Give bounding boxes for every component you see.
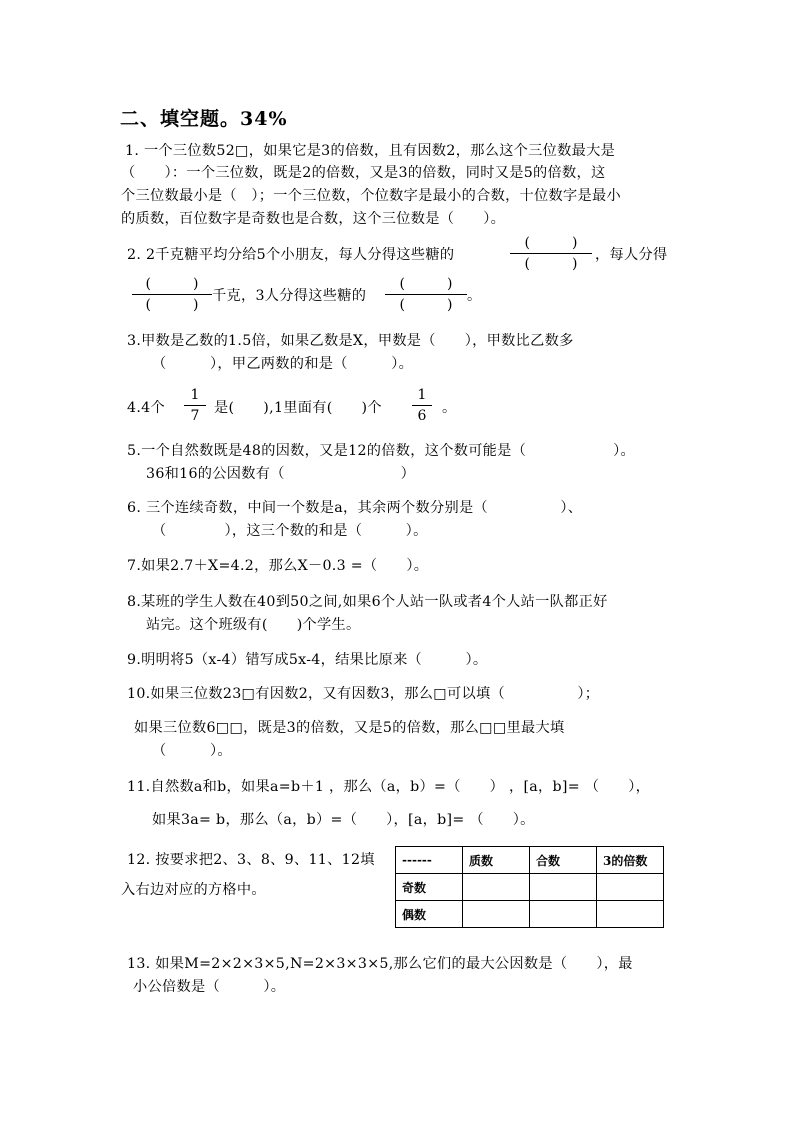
q11-line-1: 11.自然数a和b，如果a=b＋1 ，那么（a，b）=（ ） ，[a，b]= （ ）， (127, 779, 651, 795)
q2-text-1: 2. 2千克糖平均分给5个小朋友，每人分得这些糖的 (127, 247, 455, 263)
table-header-multiple-of-3: 3的倍数 (597, 847, 664, 874)
q10-line-2: 如果三位数6□□，既是3的倍数，又是5的倍数，那么□□里最大填 (134, 720, 565, 736)
q2-fraction-3 (385, 275, 467, 314)
table-header-composite: 合数 (530, 847, 597, 874)
fraction-bar (184, 405, 206, 406)
q10-line-3: （ ）。 (152, 743, 232, 759)
table-cell[interactable] (530, 901, 597, 928)
q3-line-2: （ ），甲乙两数的和是（ ）。 (152, 356, 414, 372)
q2-text-3: 千克，3人分得这些糖的 (212, 288, 367, 304)
fraction-numerator: 1 (417, 387, 427, 403)
table-row-odd (396, 874, 664, 901)
fraction-denominator-blank: ( ) (399, 297, 453, 313)
section-title: 二、填空题。34% (120, 108, 288, 130)
q13-line-1: 13. 如果M=2×2×3×5,N=2×3×3×5,那么它们的最大公因数是（ ），最 (127, 956, 633, 972)
q5-line-2: 36和16的公因数有（ ） (146, 466, 416, 482)
table-header-row (396, 847, 664, 874)
q11-line-2: 如果3a= b，那么（a，b）=（ ），[a，b]= （ ）。 (152, 812, 535, 828)
q2-fraction-2 (132, 275, 212, 314)
classification-table (395, 846, 664, 928)
table-header-prime: 质数 (463, 847, 530, 874)
q4-text-3: 。 (442, 400, 457, 416)
q1-line-4: 的质数，百位数字是奇数也是合数，这个三位数是（ ）。 (121, 211, 506, 227)
fraction-denominator-blank: ( ) (524, 256, 578, 272)
fraction-bar (132, 294, 212, 295)
table-cell[interactable] (597, 901, 664, 928)
q8-line-2: 站完。这个班级有( )个学生。 (146, 617, 361, 633)
q12-line-2: 入右边对应的方格中。 (121, 882, 266, 898)
fraction-numerator-blank: ( ) (524, 235, 578, 251)
fraction-numerator: 1 (190, 387, 200, 403)
q7-line: 7.如果2.7＋X=4.2，那么X－0.3 =（ ）。 (127, 558, 429, 574)
fraction-numerator-blank: ( ) (399, 276, 453, 292)
q13-line-2: 小公倍数是（ ）。 (133, 979, 286, 995)
table-cell[interactable] (530, 874, 597, 901)
q6-line-1: 6. 三个连续奇数，中间一个数是a，其余两个数分别是（ ）、 (127, 500, 583, 516)
q12-line-1: 12. 按要求把2、3、8、9、11、12填 (127, 852, 375, 868)
fraction-denominator-blank: ( ) (145, 297, 199, 313)
q4-fraction-1-6 (412, 386, 432, 425)
q4-fraction-1-7 (184, 386, 206, 425)
table-row-label-odd: 奇数 (396, 874, 463, 901)
fraction-bar (412, 405, 432, 406)
table-cell[interactable] (463, 874, 530, 901)
table-row-label-even: 偶数 (396, 901, 463, 928)
q10-line-1: 10.如果三位数23□有因数2，又有因数3，那么□可以填（ ）； (127, 686, 600, 702)
fraction-denominator: 7 (190, 408, 200, 424)
table-header-corner: ------ (396, 847, 463, 874)
table-row-even (396, 901, 664, 928)
q4-text-1: 4.4个 (127, 400, 165, 416)
table-cell[interactable] (597, 874, 664, 901)
q2-text-4: 。 (467, 288, 482, 304)
fraction-numerator-blank: ( ) (145, 276, 199, 292)
fraction-bar (385, 294, 467, 295)
q9-line: 9.明明将5（x-4）错写成5x-4，结果比原来（ ）。 (127, 652, 488, 668)
q1-line-2: （ ）：一个三位数，既是2的倍数，又是3的倍数，同时又是5的倍数，这 (121, 165, 606, 181)
q4-text-2: 是( ),1里面有( )个 (214, 400, 382, 416)
q2-fraction-1 (510, 234, 592, 273)
fraction-denominator: 6 (417, 408, 427, 424)
q2-text-2: ，每人分得 (595, 247, 668, 263)
table-cell[interactable] (463, 901, 530, 928)
q5-line-1: 5.一个自然数既是48的因数，又是12的倍数，这个数可能是（ ）。 (127, 443, 635, 459)
q8-line-1: 8.某班的学生人数在40到50之间,如果6个人站一队或者4个人站一队都正好 (127, 594, 608, 610)
q3-line-1: 3.甲数是乙数的1.5倍，如果乙数是X，甲数是（ ），甲数比乙数多 (127, 333, 574, 349)
q1-line-1: 1. 一个三位数52□，如果它是3的倍数，且有因数2，那么这个三位数最大是 (125, 143, 616, 159)
fraction-bar (510, 253, 592, 254)
q6-line-2: （ ），这三个数的和是（ ）。 (152, 523, 428, 539)
q1-line-3: 个三位数最小是（ ）；一个三位数，个位数字是最小的合数，十位数字是最小 (121, 188, 621, 204)
